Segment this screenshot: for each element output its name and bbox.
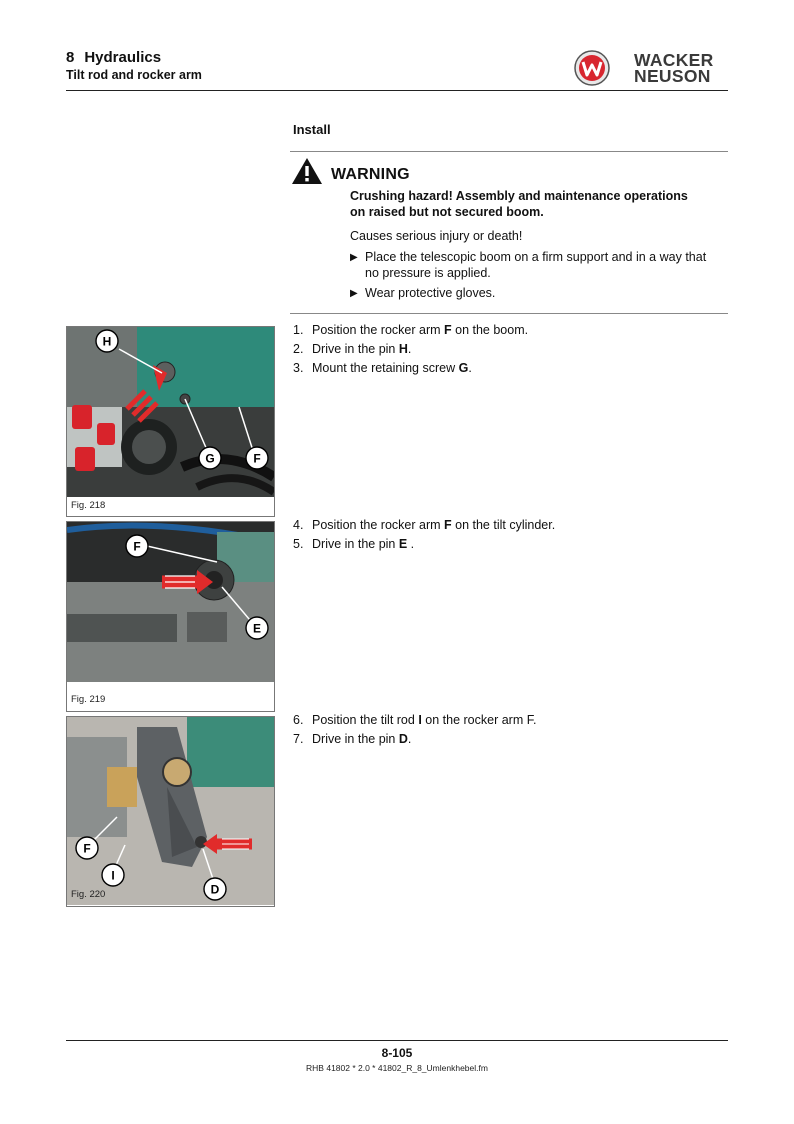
step-number: 7. — [293, 732, 304, 746]
step-list — [293, 321, 723, 378]
logo-wordmark — [634, 52, 714, 84]
logo-line2: NEUSON — [634, 66, 711, 86]
figure-photo — [67, 717, 274, 905]
step-text: Drive in the pin — [312, 732, 399, 746]
logo-line1: WACKER — [634, 50, 714, 70]
step-text: on the rocker arm F. — [421, 713, 537, 727]
logo-emblem-icon — [574, 50, 610, 86]
step-list — [293, 516, 723, 554]
callout-f — [126, 535, 148, 557]
hazard-line-2: on raised but not secured boom. — [350, 205, 544, 219]
step-item — [293, 730, 723, 749]
step-text: . — [407, 342, 412, 356]
step-item — [293, 711, 723, 730]
header-rule — [66, 90, 728, 91]
warning-title: WARNING — [331, 166, 410, 183]
figure-218 — [66, 326, 275, 517]
warning-triangle-icon — [291, 157, 323, 185]
warning-bottom-rule — [290, 313, 728, 314]
section-title: Tilt rod and rocker arm — [66, 68, 202, 82]
step-part-ref: D — [398, 732, 408, 746]
step-number: 5. — [293, 537, 304, 551]
bullet-arrow-icon: ▶ — [350, 288, 358, 299]
callout-d — [204, 878, 226, 900]
step-text: Mount the retaining screw — [312, 361, 459, 375]
step-text: . — [407, 537, 415, 551]
step-part-ref: F — [444, 518, 452, 532]
step-text: Drive in the pin — [312, 342, 399, 356]
figure-photo — [67, 327, 274, 497]
svg-text:H: H — [102, 334, 112, 349]
step-number: 1. — [293, 323, 304, 337]
step-number: 2. — [293, 342, 304, 356]
step-text: Drive in the pin — [312, 537, 399, 551]
step-item — [293, 535, 723, 554]
figure-220 — [66, 716, 275, 907]
figure-caption: Fig. 218 — [71, 500, 106, 511]
wacker-neuson-logo — [574, 50, 728, 88]
measure-line: Wear protective gloves. — [365, 286, 496, 300]
figure-caption: Fig. 220 — [71, 889, 106, 900]
svg-text:F: F — [83, 841, 91, 856]
callout-g — [199, 447, 221, 469]
svg-text:D: D — [210, 882, 220, 897]
step-text: on the boom. — [451, 323, 529, 337]
page-number: 8-105 — [381, 1046, 413, 1060]
measure-item — [350, 286, 730, 302]
measure-line: Place the telescopic boom on a firm support and in a way that — [365, 250, 707, 264]
step-text: Position the tilt rod — [312, 713, 419, 727]
footer-rule — [66, 1040, 728, 1041]
figure-photo — [67, 522, 274, 682]
step-text: Position the rocker arm — [312, 323, 444, 337]
step-part-ref: I — [418, 713, 422, 727]
figure-219 — [66, 521, 275, 712]
step-number: 6. — [293, 713, 304, 727]
chapter-heading — [66, 49, 161, 66]
hazard-line-1: Crushing hazard! Assembly and maintenance operations — [350, 189, 688, 203]
step-item — [293, 340, 723, 359]
step-number: 4. — [293, 518, 304, 532]
callout-i — [102, 864, 124, 886]
step-text: . — [468, 361, 472, 375]
callout-f — [246, 447, 268, 469]
step-list — [293, 711, 723, 749]
svg-text:E: E — [252, 621, 262, 636]
document-reference: RHB 41802 * 2.0 * 41802_R_8_Umlenkhebel.fm — [306, 1063, 488, 1073]
step-text: Position the rocker arm — [312, 518, 444, 532]
bullet-arrow-icon: ▶ — [350, 252, 358, 263]
measure-line: no pressure is applied. — [365, 265, 491, 280]
warning-top-rule — [290, 151, 728, 152]
step-part-ref: G — [458, 361, 469, 375]
callout-h — [96, 330, 118, 352]
svg-text:F: F — [133, 539, 141, 554]
step-text: . — [407, 732, 412, 746]
step-part-ref: H — [398, 342, 408, 356]
callout-e — [246, 617, 268, 639]
figure-caption: Fig. 219 — [71, 694, 106, 705]
step-item — [293, 321, 723, 340]
step-item — [293, 359, 723, 378]
step-part-ref: F — [444, 323, 452, 337]
svg-text:F: F — [253, 451, 261, 466]
step-item — [293, 516, 723, 535]
step-text: on the tilt cylinder. — [451, 518, 556, 532]
step-number: 3. — [293, 361, 304, 375]
svg-text:I: I — [111, 868, 115, 883]
chapter-number: 8 — [66, 49, 75, 66]
measure-item — [350, 250, 730, 281]
chapter-title: Hydraulics — [84, 49, 162, 66]
step-part-ref: E — [398, 537, 408, 551]
svg-text:G: G — [205, 451, 215, 466]
install-heading: Install — [293, 122, 331, 137]
callout-f — [76, 837, 98, 859]
hazard-consequence: Causes serious injury or death! — [350, 229, 523, 243]
